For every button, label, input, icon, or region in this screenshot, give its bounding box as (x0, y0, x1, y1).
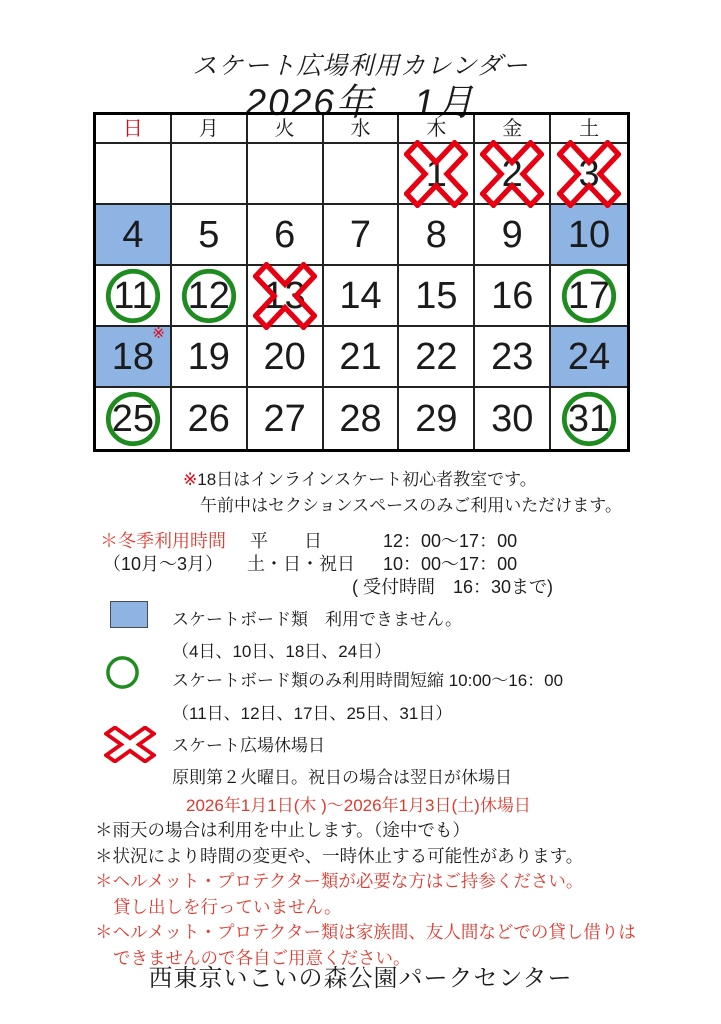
note-line: 貸し出しを行っていません。 (113, 896, 342, 917)
day-number: 26 (187, 397, 230, 440)
note-line: ＊ヘルメット・プロテクター類が必要な方はご持参ください。 (95, 871, 584, 891)
day-number: 29 (415, 397, 458, 440)
calendar-cell (475, 266, 551, 327)
note-line: ＊状況により時間の変更や、一時休止する可能性があります。 (95, 845, 584, 866)
weekday-header: 土 (551, 115, 627, 144)
calendar-cell (324, 266, 400, 327)
winter-hours-label: ＊冬季利用時間 (100, 531, 226, 551)
day-number: 5 (198, 213, 220, 256)
day-number: 23 (491, 335, 534, 378)
calendar-grid (93, 112, 630, 452)
calendar-cell (96, 327, 172, 388)
calendar-cell (324, 205, 400, 266)
legend-closed-dates: 2026年1月1日(木 )～2026年1月3日(土)休場日 (186, 796, 531, 815)
day-number: 15 (415, 274, 458, 317)
note-line: ＊雨天の場合は利用を中止します。（途中でも） (95, 820, 470, 840)
day-number: 18 (111, 335, 155, 378)
day-number: 6 (274, 213, 296, 256)
day-number: 17 (567, 274, 611, 317)
calendar-cell (475, 327, 551, 388)
calendar-cell (172, 205, 248, 266)
calendar-cell (399, 327, 475, 388)
day-number: 10 (567, 213, 611, 256)
weekday-header: 木 (399, 115, 475, 144)
weekday-header: 日 (96, 115, 172, 144)
calendar-cell (551, 144, 627, 205)
day-number: 19 (187, 335, 230, 378)
weekend-label: 土・日・祝日 (247, 554, 355, 574)
weekday-header: 水 (324, 115, 400, 144)
weekday-header: 月 (172, 115, 248, 144)
calendar-cell (172, 388, 248, 449)
month-title: 2026年 1月 (245, 82, 476, 123)
page-title: スケート広場利用カレンダー (192, 52, 529, 80)
calendar-cell (248, 388, 324, 449)
legend-closed-label: スケート広場休場日 (172, 736, 325, 755)
day-number: 9 (501, 213, 523, 256)
day-number: 12 (187, 274, 230, 317)
day-number: 28 (339, 397, 382, 440)
day-number: 27 (263, 397, 306, 440)
calendar-cell (399, 388, 475, 449)
day-number: 16 (491, 274, 534, 317)
calendar-cell (551, 205, 627, 266)
day-number: 4 (122, 213, 144, 256)
weekend-hours: 10：00～17：00 (383, 554, 518, 574)
reference-mark: ※ (152, 325, 165, 342)
calendar-cell (475, 144, 551, 205)
legend-closed-rule: 原則第２火曜日。祝日の場合は翌日が休場日 (172, 768, 512, 787)
legend-shortened-label: スケートボード類のみ利用時間短縮 10:00～16：00 (172, 671, 564, 690)
day-number: 31 (567, 397, 611, 440)
calendar-cell (96, 144, 172, 205)
calendar-cell (324, 327, 400, 388)
day-number: 20 (263, 335, 306, 378)
weekday-hours: 12：00～17：00 (383, 531, 518, 551)
legend-no-skateboard-label: スケートボード類 利用できません。 (172, 610, 463, 629)
note-18 (183, 467, 622, 519)
calendar-cell (324, 144, 400, 205)
day-number: 24 (567, 335, 611, 378)
day-number: 11 (113, 274, 153, 317)
note-18-line2: 午前中はセクションスペースのみご利用いただけます。 (200, 496, 622, 515)
footer-park-center: 西東京いこいの森公園パークセンター (148, 965, 573, 992)
day-number: 1 (425, 152, 447, 195)
calendar-cell (399, 205, 475, 266)
calendar-cell (248, 327, 324, 388)
calendar-cell (551, 266, 627, 327)
weekday-label: 平 日 (250, 531, 322, 551)
day-number: 22 (415, 335, 458, 378)
calendar-cell (399, 266, 475, 327)
weekday-header: 金 (475, 115, 551, 144)
reference-mark: ※ (183, 470, 198, 489)
reception-hours: ( 受付時間 16：30まで) (352, 577, 554, 597)
day-number: 25 (111, 397, 155, 440)
day-number: 7 (349, 213, 372, 256)
legend-shortened-days: （11日、12日、17日、25日、31日） (172, 704, 453, 723)
day-number: 14 (339, 274, 382, 317)
note-18-line1 (183, 467, 622, 493)
day-number: 30 (491, 397, 534, 440)
note-line: できませんので各自ご用意ください。 (113, 947, 411, 968)
notes-list (95, 818, 636, 971)
calendar-cell (324, 388, 400, 449)
calendar-cell (172, 266, 248, 327)
shortened-circle-icon (105, 655, 140, 690)
calendar-cell (475, 205, 551, 266)
legend-no-skateboard-days: （4日、10日、18日、24日） (172, 642, 392, 661)
winter-hours-period: （10月～3月） (103, 554, 224, 574)
no-skateboard-swatch-icon (110, 601, 148, 628)
calendar-cell (248, 144, 324, 205)
closed-x-icon (104, 726, 156, 763)
calendar-cell (551, 327, 627, 388)
calendar-cell (248, 266, 324, 327)
day-number: 13 (263, 274, 306, 317)
day-number: 2 (501, 152, 523, 195)
calendar-cell (96, 266, 172, 327)
day-number: 3 (578, 152, 600, 195)
calendar-cell (172, 144, 248, 205)
calendar-cell (551, 388, 627, 449)
day-number: 8 (425, 213, 447, 256)
calendar-cell (96, 388, 172, 449)
calendar-cell (248, 205, 324, 266)
calendar-cell (399, 144, 475, 205)
calendar-cell (172, 327, 248, 388)
calendar-cell (96, 205, 172, 266)
calendar-cell (475, 388, 551, 449)
day-number: 21 (339, 335, 382, 378)
note-18-text1: 18日はインラインスケート初心者教室です。 (197, 470, 537, 489)
note-line: ＊ヘルメット・プロテクター類は家族間、友人間などでの貸し借りは (95, 922, 636, 942)
weekday-header: 火 (248, 115, 324, 144)
